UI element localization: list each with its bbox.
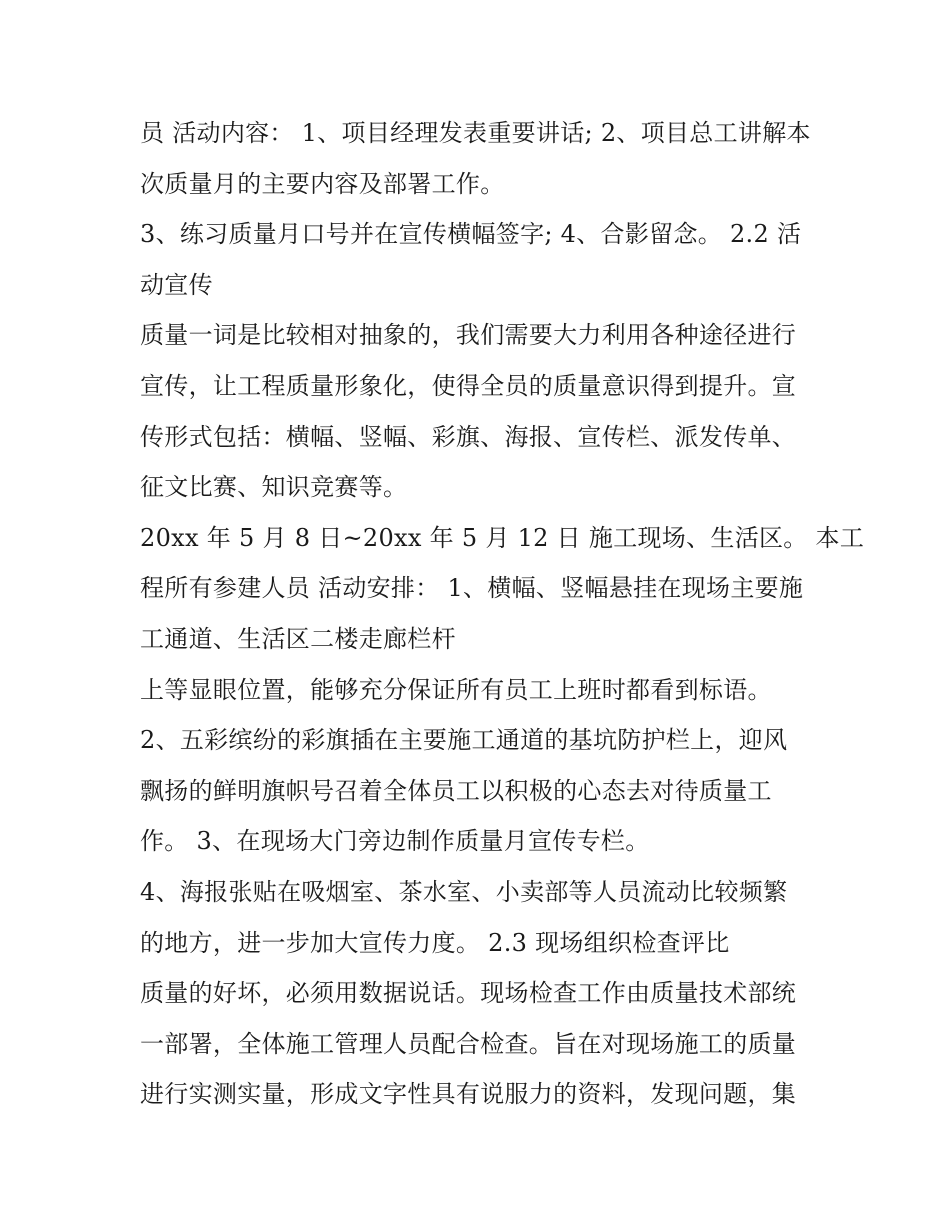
text-line-5: 质量一词是比较相对抽象的，我们需要大力利用各种途径进行 (140, 321, 797, 350)
text-line-1: 员 活动内容： 1、项目经理发表重要讲话; 2、项目总工讲解本 (140, 119, 811, 147)
text-line-4: 动宣传 (140, 270, 213, 299)
text-line-12: 上等显眼位置，能够充分保证所有员工上班时都看到标语。 (140, 675, 772, 704)
text-line-17: 的地方，进一步加大宣传力度。 2.3 现场组织检查评比 (140, 928, 730, 957)
text-line-18: 质量的好坏，必须用数据说话。现场检查工作由质量技术部统 (140, 979, 797, 1008)
text-line-7: 传形式包括：横幅、竖幅、彩旗、海报、宣传栏、派发传单、 (140, 422, 797, 451)
text-line-14: 飘扬的鲜明旗帜号召着全体员工以积极的心态去对待质量工 (140, 776, 772, 805)
text-line-6: 宣传，让工程质量形象化，使得全员的质量意识得到提升。宣 (140, 371, 797, 400)
text-line-16: 4、海报张贴在吸烟室、茶水室、小卖部等人员流动比较频繁 (140, 877, 788, 906)
text-line-3: 3、练习质量月口号并在宣传横幅签字; 4、合影留念。 2.2 活 (140, 220, 802, 249)
text-line-9: 20xx 年 5 月 8 日~20xx 年 5 月 12 日 施工现场、生活区。 本工 (140, 523, 865, 552)
text-line-13: 2、五彩缤纷的彩旗插在主要施工通道的基坑防护栏上，迎风 (140, 726, 788, 755)
text-line-2: 次质量月的主要内容及部署工作。 (140, 169, 505, 198)
text-line-20: 进行实测实量，形成文字性具有说服力的资料，发现问题，集 (140, 1080, 797, 1109)
body-text (140, 108, 865, 1120)
text-line-8: 征文比赛、知识竞赛等。 (140, 473, 408, 502)
text-line-19: 一部署，全体施工管理人员配合检查。旨在对现场施工的质量 (140, 1029, 797, 1058)
text-line-10: 程所有参建人员 活动安排： 1、横幅、竖幅悬挂在现场主要施 (140, 574, 804, 603)
text-line-11: 工通道、生活区二楼走廊栏杆 (140, 624, 456, 653)
text-line-15: 作。 3、在现场大门旁边制作质量月宣传专栏。 (140, 827, 650, 856)
